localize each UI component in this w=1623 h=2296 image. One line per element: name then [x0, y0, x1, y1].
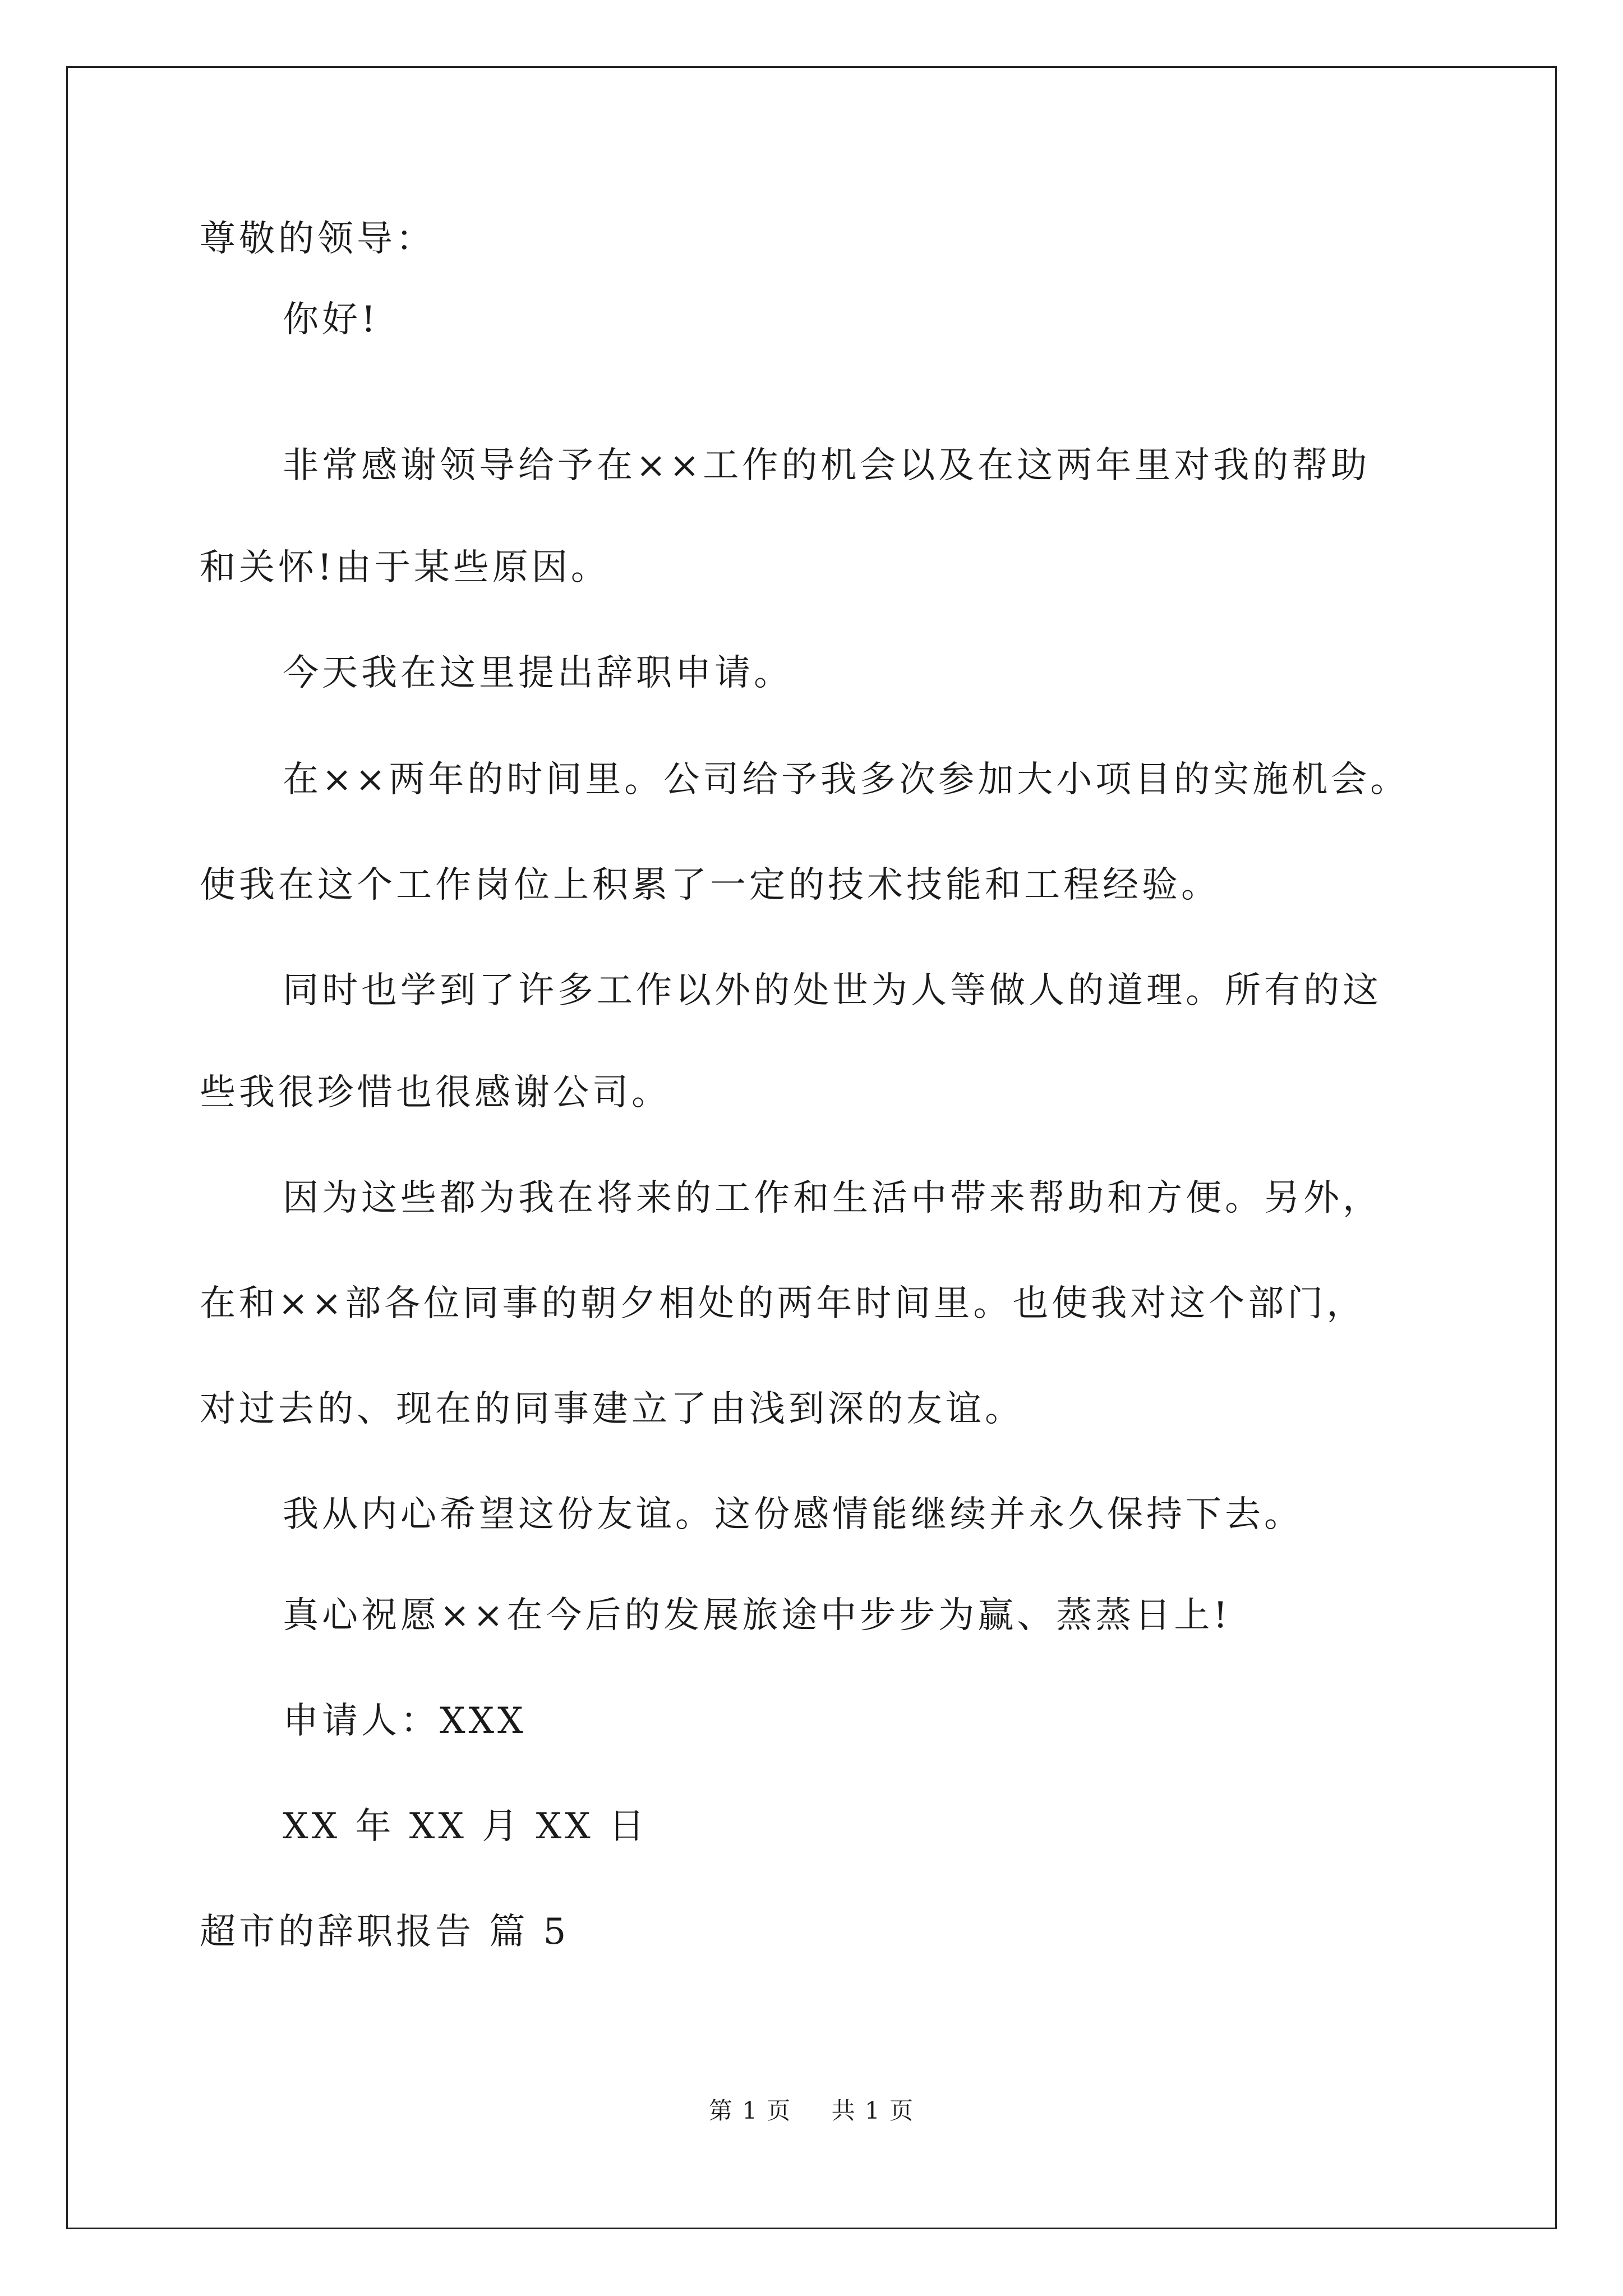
body-line: 和关怀!由于某些原因。: [200, 547, 610, 588]
body-line: 对过去的、现在的同事建立了由浅到深的友谊。: [200, 1388, 1024, 1430]
body-line: 真心祝愿××在今后的发展旅途中步步为赢、蒸蒸日上!: [283, 1595, 1231, 1636]
page-footer: [0, 2097, 1623, 2125]
date-line: XX 年 XX 月 XX 日: [283, 1806, 648, 1847]
body-line: 我从内心希望这份友谊。这份感情能继续并永久保持下去。: [283, 1494, 1303, 1535]
greeting: 你好!: [283, 299, 379, 341]
body-line: 使我在这个工作岗位上积累了一定的技术技能和工程经验。: [200, 864, 1220, 906]
page-border: [66, 66, 1557, 2229]
body-line: 非常感谢领导给予在××工作的机会以及在这两年里对我的帮助: [283, 445, 1371, 486]
body-line: 今天我在这里提出辞职申请。: [283, 652, 793, 694]
applicant-line: 申请人：XXX: [283, 1700, 527, 1742]
body-line: 在××两年的时间里。公司给予我多次参加大小项目的实施机会。: [283, 759, 1410, 800]
body-line: 同时也学到了许多工作以外的处世为人等做人的道理。所有的这: [283, 970, 1382, 1011]
body-line: 些我很珍惜也很感谢公司。: [200, 1072, 671, 1114]
salutation: 尊敬的领导：: [200, 218, 435, 260]
section-heading: 超市的辞职报告 篇 5: [200, 1911, 570, 1953]
body-line: 在和××部各位同事的朝夕相处的两年时间里。也使我对这个部门，: [200, 1283, 1366, 1324]
body-line: 因为这些都为我在将来的工作和生活中带来帮助和方便。另外，: [283, 1177, 1382, 1219]
page-number: 第 1 页: [708, 2097, 792, 2124]
page-total: 共 1 页: [831, 2097, 915, 2124]
